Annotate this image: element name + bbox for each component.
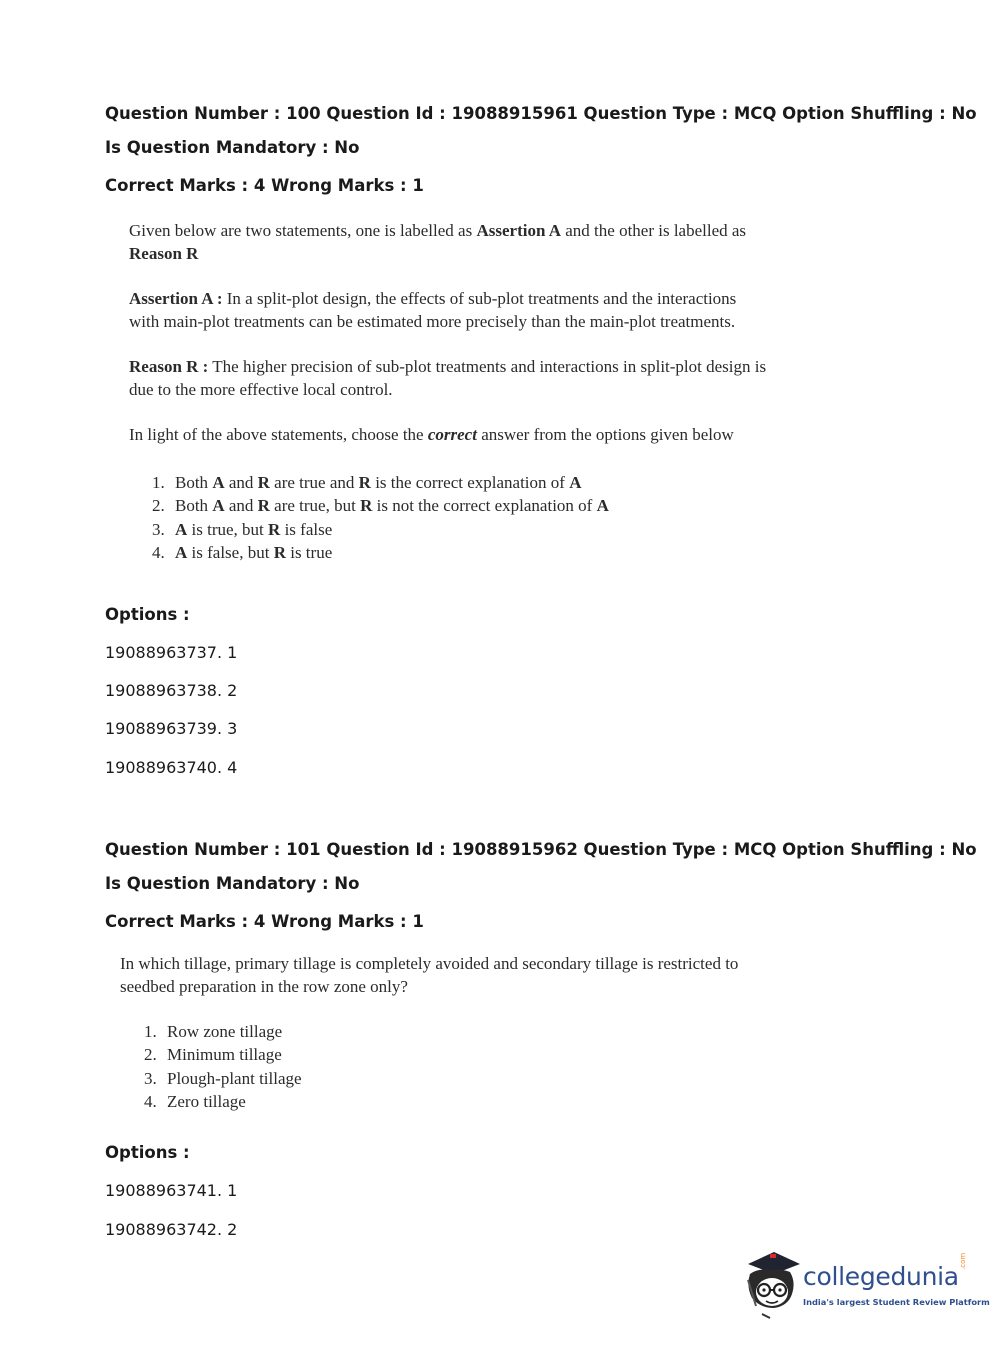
q101-choice-1: 1. Row zone tillage — [144, 1022, 283, 1041]
q101-stem: In which tillage, primary tillage is completely avoided and secondary tillage is restricted to — [120, 954, 739, 973]
q100-assertion-cont: with main-plot treatments can be estimated more precisely than the main-plot treatments. — [129, 312, 736, 331]
q100-mandatory-line: Is Question Mandatory : No — [105, 138, 360, 157]
q101-choice-4: 4. Zero tillage — [144, 1091, 246, 1111]
q100-reason: Reason R : The higher precision of sub-plot treatments and interactions in split-plot design is — [129, 357, 767, 376]
collegedunia-logo — [740, 1250, 990, 1320]
q101-choice-2: 2. Minimum tillage — [144, 1045, 282, 1065]
q101-question-body — [120, 952, 738, 998]
logo-tagline: India's largest Student Review Platform — [803, 1297, 990, 1307]
q100-marks-line: Correct Marks : 4 Wrong Marks : 1 — [105, 176, 424, 195]
q100-intro: Given below are two statements, one is labelled as Assertion A and the other is labelled as — [129, 221, 747, 240]
q100-instruction: In light of the above statements, choose the correct answer from the options given below — [129, 425, 734, 444]
q101-marks-line: Correct Marks : 4 Wrong Marks : 1 — [105, 912, 424, 931]
q100-choice-4: 4. A is false, but R is true — [152, 542, 333, 562]
q101-stem-cont: seedbed preparation in the row zone only? — [120, 977, 408, 996]
q100-question-body — [129, 219, 766, 446]
q101-mandatory-line: Is Question Mandatory : No — [105, 874, 360, 893]
q100-choice-1: 1. Both A and R are true and R is the correct explanation of A — [152, 473, 582, 492]
q100-choice-3: 3. A is true, but R is false — [152, 519, 333, 539]
q100-choice-2: 2. Both A and R are true, but R is not the correct explanation of A — [152, 496, 609, 516]
q101-header-line: Question Number : 101 Question Id : 19088915962 Question Type : MCQ Option Shuffling : No — [105, 840, 977, 859]
q100-reason-cont: due to the more effective local control. — [129, 380, 393, 399]
q100-options-label: Options : — [105, 605, 190, 624]
q101-choice-list — [144, 1020, 302, 1113]
q100-intro-reason: Reason R — [129, 244, 199, 263]
q100-option-1: 19088963737. 1 — [105, 643, 238, 662]
q100-assertion: Assertion A : In a split-plot design, the effects of sub-plot treatments and the interactions — [129, 289, 737, 308]
logo-suffix: .com — [959, 1252, 967, 1270]
q100-option-3: 19088963739. 3 — [105, 719, 238, 738]
mascot-icon — [740, 1250, 802, 1320]
q101-option-2: 19088963742. 2 — [105, 1220, 238, 1239]
logo-wordmark: collegedunia — [803, 1262, 959, 1291]
q100-header-line: Question Number : 100 Question Id : 19088915961 Question Type : MCQ Option Shuffling : No — [105, 104, 977, 123]
q101-options-label: Options : — [105, 1143, 190, 1162]
q100-option-2: 19088963738. 2 — [105, 681, 238, 700]
q101-choice-3: 3. Plough-plant tillage — [144, 1068, 302, 1088]
q100-option-4: 19088963740. 4 — [105, 758, 238, 777]
q101-option-1: 19088963741. 1 — [105, 1181, 238, 1200]
q100-choice-list — [152, 471, 609, 564]
